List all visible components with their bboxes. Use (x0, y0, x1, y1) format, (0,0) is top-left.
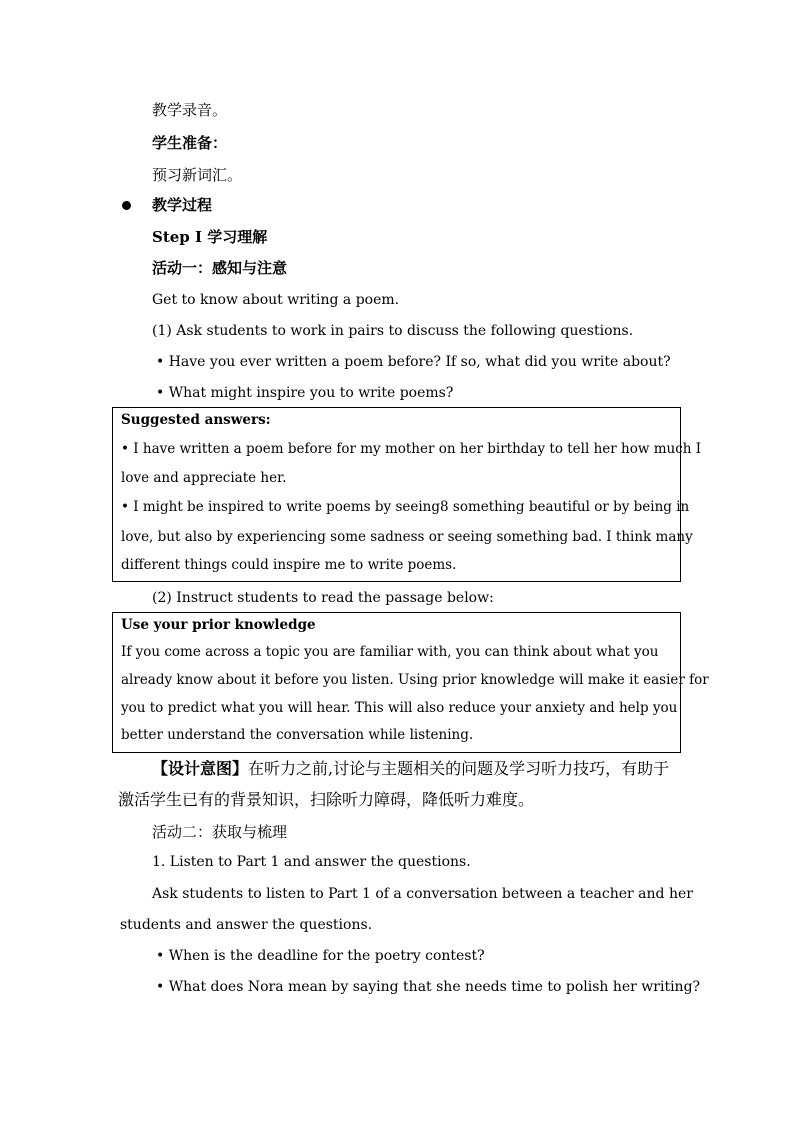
item1-text: (1) Ask students to work in pairs to discuss the following questions. (152, 323, 634, 339)
question-2: • What might inspire you to write poems? (156, 385, 454, 401)
ask-line-2: students and answer the questions. (120, 917, 373, 933)
prior-line-2: already know about it before you listen. Using prior knowledge will make it easier for (121, 672, 709, 688)
question-1: • Have you ever written a poem before? If so, what did you write about? (156, 354, 671, 370)
ask-line-1: Ask students to listen to Part 1 of a conversation between a teacher and her (152, 886, 693, 902)
activity2-heading: 活动二：获取与梳理 (152, 823, 288, 841)
step1-heading: Step I 学习理解 (152, 228, 268, 246)
process-heading: 教学过程 (152, 196, 213, 214)
prior-knowledge-title: Use your prior knowledge (121, 617, 316, 633)
activity1-heading: 活动一：感知与注意 (152, 259, 288, 277)
design-intent-line-1 (152, 759, 669, 779)
prior-knowledge-box (112, 612, 709, 753)
answer-1-line-2: love and appreciate her. (121, 470, 287, 486)
answer-1-line-1: • I have written a poem before for my mother on her birthday to tell her how much I (121, 441, 702, 457)
activity2-question-2: • What does Nora mean by saying that she needs time to polish her writing? (156, 979, 701, 995)
activity2-question-1: • When is the deadline for the poetry contest? (156, 948, 485, 964)
suggested-answers-box (112, 407, 702, 582)
answer-2-line-2: love, but also by experiencing some sadness or seeing something bad. I think many (121, 529, 693, 545)
task1-text: 1. Listen to Part 1 and answer the questions. (152, 854, 471, 870)
design-intent-text: 在听力之前,讨论与主题相关的问题及学习听力技巧，有助于 (248, 759, 670, 778)
student-prep-heading: 学生准备： (152, 134, 228, 152)
prior-line-1: If you come across a topic you are familiar with, you can think about what you (121, 644, 659, 660)
teaching-material-text: 教学录音。 (152, 101, 228, 119)
design-intent-line-2: 激活学生已有的背景知识，扫除听力障碍，降低听力难度。 (118, 790, 535, 809)
suggested-answers-title: Suggested answers: (121, 412, 271, 428)
answer-2-line-3: different things could inspire me to write poems. (121, 557, 457, 573)
answer-2-line-1: • I might be inspired to write poems by seeing8 something beautiful or by being in (121, 499, 690, 515)
item2-text: (2) Instruct students to read the passage below: (152, 590, 494, 606)
bullet-dot-icon (122, 201, 131, 210)
prior-line-3: you to predict what you will hear. This will also reduce your anxiety and help you (121, 700, 678, 716)
student-prep-text: 预习新词汇。 (152, 166, 243, 184)
design-intent-label: 【设计意图】 (152, 759, 249, 778)
intro-text: Get to know about writing a poem. (152, 292, 400, 308)
prior-line-4: better understand the conversation while listening. (121, 727, 474, 743)
